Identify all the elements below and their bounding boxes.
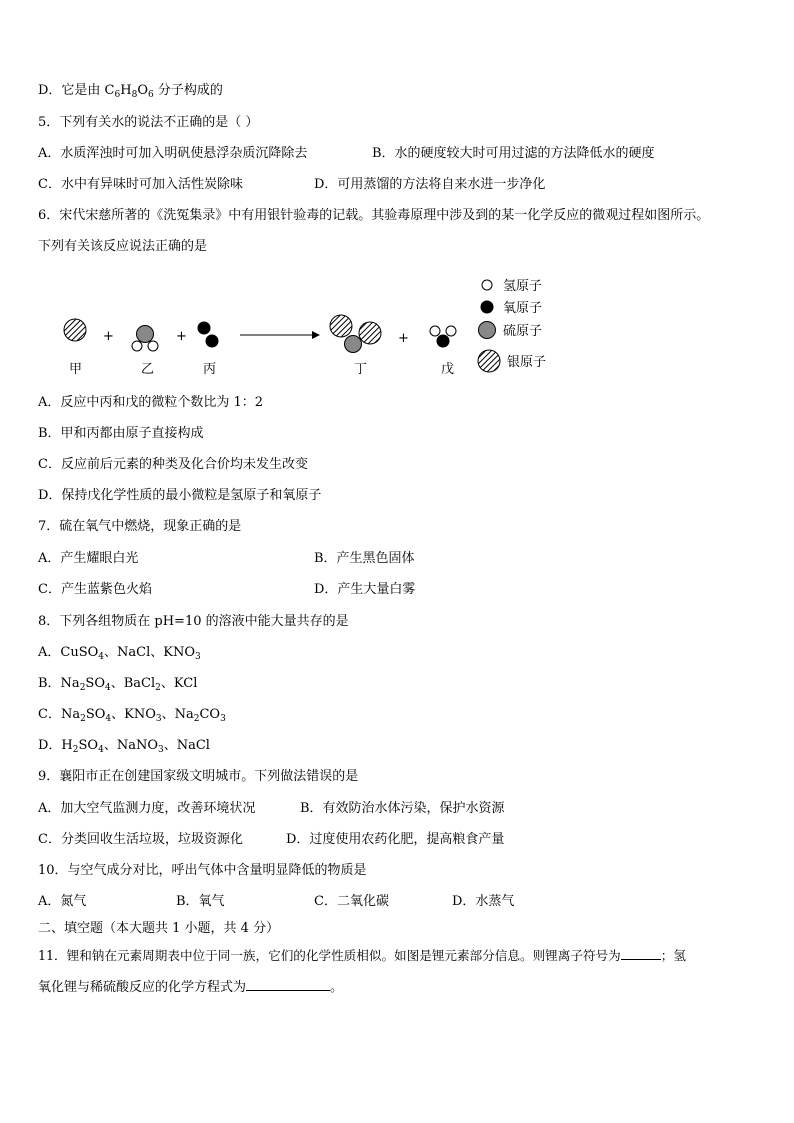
q11-line1: 11．锂和钠在元素周期表中位于同一族，它们的化学性质相似。如图是锂元素部分信息。则锂离子符号为 ；氢: [38, 948, 686, 963]
section-heading: 二、填空题（本大题共 1 小题，共 4 分）: [38, 921, 280, 936]
q9-option-a: A．加大空气监测力度，改善环境状况: [38, 801, 256, 816]
legend-oxygen-label: 氧原子: [503, 301, 543, 316]
label-jia: 甲: [69, 362, 83, 377]
plus-sign: +: [176, 329, 187, 344]
plus-sign: +: [398, 331, 409, 346]
q7-option-c: C．产生蓝紫色火焰: [38, 582, 152, 597]
q9-option-c: C．分类回收生活垃圾，垃圾资源化: [38, 832, 243, 847]
label-yi: 乙: [141, 362, 155, 377]
legend-hydrogen-label: 氢原子: [503, 279, 543, 294]
plus-sign: +: [103, 329, 114, 344]
q10-stem: 10．与空气成分对比，呼出气体中含量明显降低的物质是: [38, 863, 367, 878]
q5-option-b: B．水的硬度较大时可用过滤的方法降低水的硬度: [372, 146, 655, 161]
q6-option-b: B．甲和丙都由原子直接构成: [38, 426, 204, 441]
q10-option-a: A．氮气: [38, 894, 87, 909]
legend-silver-marker: [478, 350, 500, 372]
bing-o2-molecule: [198, 322, 219, 348]
q6-stem-line1: 6．宋代宋慈所著的《洗冤集录》中有用银针验毒的记载。其验毒原理中涉及到的某一化学反应的微观过程如图所示。: [38, 208, 710, 223]
q7-option-b: B．产生黑色固体: [314, 551, 415, 566]
q8-option-d: D．$H_2SO_4$、NaNO$_3$、NaCl: [38, 738, 210, 755]
q5-option-c: C．水中有异味时可加入活性炭除味: [38, 177, 243, 192]
legend-silver-label: 银原子: [507, 355, 547, 370]
q5-stem: 5．下列有关水的说法不正确的是（ ）: [38, 115, 259, 130]
q9-option-d: D．过度使用农药化肥，提高粮食产量: [286, 832, 505, 847]
jia-silver-atom: [64, 319, 86, 341]
label-ding: 丁: [354, 362, 368, 377]
q7-stem: 7．硫在氧气中燃烧，现象正确的是: [38, 519, 242, 534]
q8-option-c: C．$Na_2SO_4$、$KNO_3$、$Na_2CO_3$: [38, 707, 226, 724]
q6-option-d: D．保持戊化学性质的最小微粒是氢原子和氧原子: [38, 488, 322, 503]
q7-option-a: A．产生耀眼白光: [38, 551, 139, 566]
q8-option-a: A．CuSO$_4$、NaCl、$KNO_3$: [38, 645, 201, 662]
ding-ag2s-molecule: [330, 315, 381, 353]
label-wu: 戊: [441, 362, 455, 377]
q8-option-b: B．$Na_2SO_4$、BaCl$_2$、KCl: [38, 676, 198, 693]
wu-h2o-molecule: [430, 326, 456, 348]
q10-option-c: C．二氧化碳: [314, 894, 389, 909]
q6-stem-line2: 下列有关该反应说法正确的是: [38, 239, 208, 254]
q8-stem: 8．下列各组物质在 pH=10 的溶液中能大量共存的是: [38, 614, 349, 629]
q7-option-d: D．产生大量白雾: [314, 582, 416, 597]
q11-line2: 氧化锂与稀硫酸反应的化学方程式为 。: [38, 980, 344, 995]
q10-option-b: B．氧气: [176, 894, 225, 909]
q10-option-d: D．水蒸气: [452, 894, 515, 909]
q4-option-d: D．它是由 $C_6H_8O_6$ 分子构成的: [38, 83, 223, 100]
reaction-arrow: [240, 331, 320, 339]
legend-sulfur-label: 硫原子: [503, 324, 543, 339]
legend-oxygen-marker: [481, 301, 494, 314]
legend: [478, 279, 546, 372]
q9-option-b: B．有效防治水体污染，保护水资源: [300, 801, 505, 816]
answer-blank-ion-symbol[interactable]: [621, 947, 661, 960]
label-bing: 丙: [203, 362, 217, 377]
q5-option-a: A．水质浑浊时可加入明矾使悬浮杂质沉降除去: [38, 146, 308, 161]
yi-h2s-molecule: [132, 326, 158, 352]
legend-sulfur-marker: [479, 322, 496, 339]
q6-option-c: C．反应前后元素的种类及化合价均未发生改变: [38, 457, 308, 472]
legend-hydrogen-marker: [482, 280, 492, 290]
q5-option-d: D．可用蒸馏的方法将自来水进一步净化: [314, 177, 546, 192]
answer-blank-equation[interactable]: [246, 978, 330, 991]
reaction-diagram: [0, 270, 794, 385]
q9-stem: 9．襄阳市正在创建国家级文明城市。下列做法错误的是: [38, 769, 359, 784]
q6-option-a: A．反应中丙和戊的微粒个数比为 1：2: [38, 395, 264, 410]
